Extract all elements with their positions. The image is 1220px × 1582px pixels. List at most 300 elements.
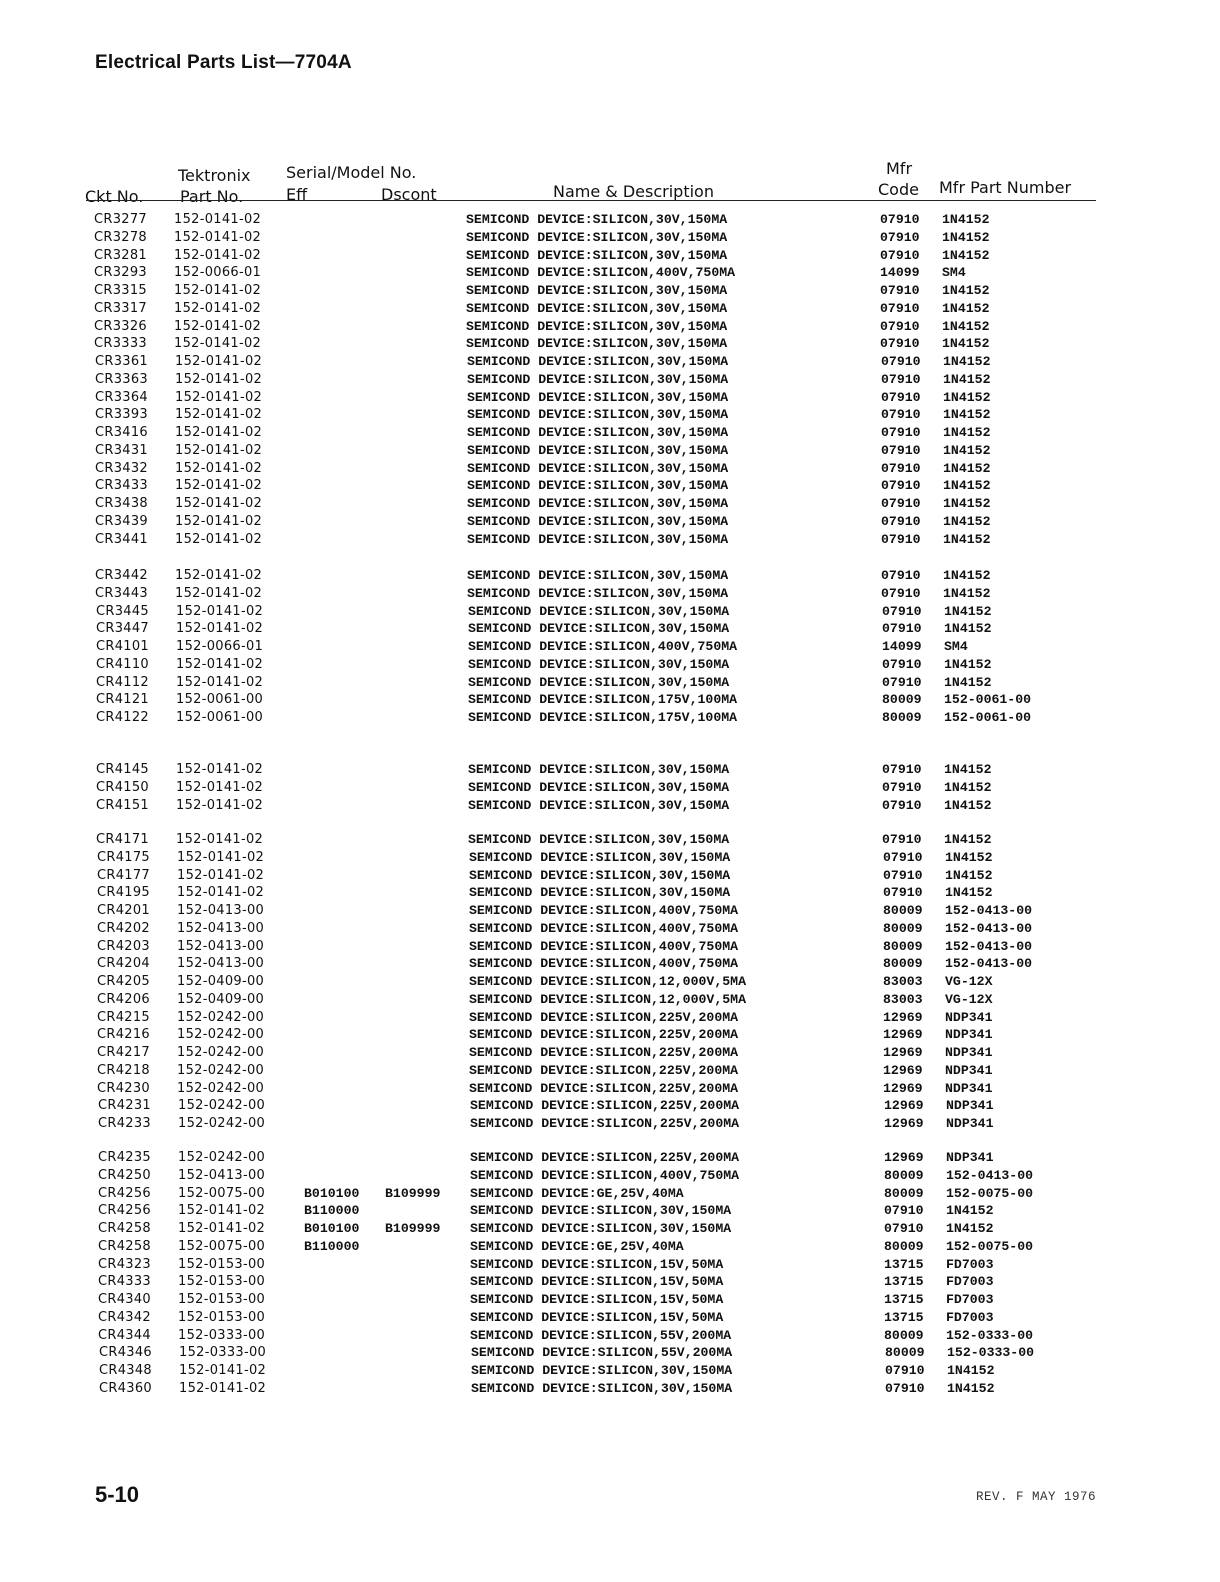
description: SEMICOND DEVICE:SILICON,30V,150MA [469,885,731,901]
ckt-no: CR4203 [97,938,150,954]
part-no: 152-0141-02 [176,656,264,672]
table-row [3,992,1220,1010]
table-row [0,265,1220,283]
table-row [2,780,1220,798]
table-row [4,1221,1220,1239]
mfr-code: 07910 [882,674,922,690]
mfr-part-number: 1N4152 [945,885,993,901]
mfr-code: 07910 [881,568,921,583]
ckt-no: CR3441 [95,531,148,547]
ckt-no: CR3364 [95,389,148,405]
mfr-part-number: 1N4152 [945,849,993,865]
description: SEMICOND DEVICE:SILICON,30V,150MA [467,496,729,511]
table-row [4,1257,1220,1275]
ckt-no: CR3277 [94,212,147,227]
description: SEMICOND DEVICE:SILICON,30V,150MA [468,779,730,795]
mfr-code: 80009 [885,1345,925,1361]
eff-serial: B010100 [304,1221,360,1236]
mfr-code: 07910 [882,779,922,795]
part-no: 152-0242-00 [177,1080,265,1096]
mfr-part-number: 1N4152 [943,478,991,494]
mfr-code: 07910 [880,229,920,245]
ckt-no: CR3315 [94,283,147,298]
mfr-code: 07910 [880,300,920,316]
part-no: 152-0066-01 [174,265,262,281]
mfr-code: 07910 [882,762,922,777]
mfr-code: 13715 [884,1274,924,1290]
mfr-part-number: 152-0413-00 [945,903,1033,918]
ckt-no: CR4121 [96,692,149,708]
part-no: 152-0141-02 [176,779,264,795]
ckt-no: CR3317 [94,300,147,316]
description: SEMICOND DEVICE:SILICON,30V,150MA [467,371,729,387]
description: SEMICOND DEVICE:SILICON,30V,150MA [470,1203,732,1219]
part-no: 152-0141-02 [174,229,262,245]
ckt-no: CR4217 [97,1045,150,1060]
table-row [1,425,1220,443]
mfr-code: 07910 [885,1363,925,1378]
mfr-part-number: 1N4152 [944,656,992,672]
table-row [4,1098,1220,1116]
ckt-no: CR4231 [98,1098,151,1114]
table-row [4,1203,1220,1221]
ckt-no: CR3333 [94,336,147,352]
page-title: Electrical Parts List—7704A [95,52,352,73]
ckt-no: CR3363 [95,371,148,387]
description: SEMICOND DEVICE:SILICON,30V,150MA [468,603,730,619]
description: SEMICOND DEVICE:SILICON,225V,200MA [469,1080,739,1096]
mfr-part-number: FD7003 [946,1292,994,1307]
mfr-code: 07910 [881,389,921,405]
ckt-no: CR4233 [98,1116,151,1131]
description: SEMICOND DEVICE:SILICON,30V,150MA [467,354,729,369]
mfr-code: 07910 [881,407,921,423]
part-no: 152-0409-00 [177,991,265,1007]
ckt-no: CR3431 [95,442,148,458]
mfr-code: 83003 [883,974,923,989]
mfr-code: 80009 [883,903,923,918]
ckt-no: CR4235 [98,1150,151,1165]
ckt-no: CR4151 [96,797,149,813]
table-row [1,586,1220,604]
ckt-no: CR4323 [98,1256,151,1272]
table-row [2,710,1220,728]
mfr-code: 07910 [881,371,921,387]
mfr-part-number: 1N4152 [943,513,991,529]
table-row [2,832,1220,850]
mfr-part-number: 1N4152 [944,779,992,795]
mfr-code: 83003 [883,991,923,1007]
mfr-code: 80009 [883,938,923,954]
description: SEMICOND DEVICE:SILICON,30V,150MA [467,478,729,494]
mfr-code: 07910 [880,318,920,334]
mfr-code: 12969 [883,1062,923,1078]
dscont-serial: B109999 [385,1221,441,1236]
mfr-code: 13715 [884,1256,924,1272]
table-row [2,657,1220,675]
revision-note: REV. F MAY 1976 [976,1490,1097,1504]
mfr-part-number: FD7003 [946,1256,994,1272]
ckt-no: CR4110 [96,656,149,672]
description: SEMICOND DEVICE:SILICON,30V,150MA [468,656,730,672]
description: SEMICOND DEVICE:SILICON,30V,150MA [468,832,730,847]
mfr-code: 07910 [881,531,921,547]
ckt-no: CR3278 [94,229,147,245]
part-no: 152-0141-02 [174,247,262,263]
description: SEMICOND DEVICE:SILICON,225V,200MA [470,1098,740,1114]
ckt-no: CR3442 [95,568,148,583]
ckt-no: CR3445 [96,603,149,619]
description: SEMICOND DEVICE:SILICON,30V,150MA [466,318,728,334]
mfr-code: 80009 [883,920,923,936]
description: SEMICOND DEVICE:SILICON,30V,150MA [468,674,730,690]
part-no: 152-0141-02 [177,867,265,883]
table-row [0,248,1220,266]
header-eff: Eff [286,185,308,204]
mfr-code: 07910 [882,797,922,813]
part-no: 152-0413-00 [177,920,265,936]
ckt-no: CR3393 [95,407,148,423]
mfr-code: 07910 [883,867,923,883]
header-ckt-no: Ckt No. [85,187,144,206]
part-no: 152-0141-02 [176,674,264,690]
ckt-no: CR4206 [97,991,150,1007]
mfr-code: 80009 [884,1238,924,1254]
part-no: 152-0333-00 [179,1345,267,1361]
table-row [3,850,1220,868]
part-no: 152-0141-02 [176,762,264,777]
mfr-code: 07910 [881,496,921,511]
part-no: 152-0141-02 [176,797,264,813]
mfr-code: 12969 [884,1098,924,1114]
part-no: 152-0413-00 [177,938,265,954]
ckt-no: CR4344 [98,1327,151,1343]
table-row [1,372,1220,390]
part-no: 152-0061-00 [176,710,264,725]
table-row [5,1381,1220,1399]
mfr-code: 07910 [880,247,920,263]
ckt-no: CR4101 [96,639,149,654]
table-row [4,1150,1220,1168]
mfr-code: 07910 [881,442,921,458]
description: SEMICOND DEVICE:SILICON,30V,150MA [469,849,731,865]
header-name-description: Name & Description [553,182,714,201]
table-row [2,604,1220,622]
part-no: 152-0061-00 [176,692,264,708]
mfr-code: 80009 [884,1185,924,1201]
table-row [1,532,1220,550]
ckt-no: CR4195 [97,885,150,901]
part-no: 152-0141-02 [175,389,263,405]
ckt-no: CR4145 [96,762,149,777]
part-no: 152-0141-02 [175,460,263,476]
part-no: 152-0141-02 [175,478,263,494]
mfr-code: 12969 [883,1009,923,1025]
description: SEMICOND DEVICE:SILICON,30V,150MA [470,1221,732,1236]
description: SEMICOND DEVICE:SILICON,30V,150MA [467,407,729,423]
part-no: 152-0141-02 [175,371,263,387]
eff-serial: B110000 [304,1238,360,1254]
part-no: 152-0153-00 [178,1274,266,1290]
description: SEMICOND DEVICE:SILICON,30V,150MA [466,229,728,245]
mfr-part-number: 152-0413-00 [945,956,1033,972]
mfr-part-number: 1N4152 [943,568,991,583]
part-no: 152-0242-00 [177,1045,265,1060]
mfr-code: 12969 [883,1027,923,1043]
table-row [3,868,1220,886]
table-row [4,1310,1220,1328]
part-no: 152-0066-01 [176,639,264,654]
mfr-code: 80009 [883,956,923,972]
part-no: 152-0141-02 [178,1203,266,1219]
table-row [0,336,1220,354]
ckt-no: CR3447 [96,621,149,637]
mfr-code: 14099 [882,639,922,654]
table-row [2,798,1220,816]
description: SEMICOND DEVICE:SILICON,30V,150MA [466,283,728,298]
mfr-part-number: SM4 [942,265,966,281]
ckt-no: CR4205 [97,974,150,989]
description: SEMICOND DEVICE:SILICON,55V,200MA [471,1345,733,1361]
part-no: 152-0242-00 [177,1009,265,1025]
part-no: 152-0141-02 [175,407,263,423]
table-row [4,1292,1220,1310]
description: SEMICOND DEVICE:SILICON,175V,100MA [468,710,738,725]
description: SEMICOND DEVICE:SILICON,225V,200MA [469,1027,739,1043]
mfr-part-number: VG-12X [945,991,993,1007]
description: SEMICOND DEVICE:SILICON,30V,150MA [466,336,728,352]
ckt-no: CR4360 [99,1380,152,1396]
part-no: 152-0242-00 [177,1062,265,1078]
description: SEMICOND DEVICE:SILICON,12,000V,5MA [469,974,746,989]
table-row [0,319,1220,337]
table-row [3,1027,1220,1045]
table-row [4,1239,1220,1257]
mfr-part-number: 152-0413-00 [946,1167,1034,1183]
ckt-no: CR3432 [95,460,148,476]
description: SEMICOND DEVICE:SILICON,15V,50MA [470,1274,724,1290]
mfr-code: 12969 [884,1150,924,1165]
header-part-no: Part No. [180,187,244,206]
description: SEMICOND DEVICE:GE,25V,40MA [470,1238,684,1254]
ckt-no: CR4175 [97,849,150,865]
mfr-part-number: 1N4152 [942,229,990,245]
description: SEMICOND DEVICE:SILICON,30V,150MA [468,797,730,813]
mfr-part-number: NDP341 [945,1009,993,1025]
description: SEMICOND DEVICE:SILICON,15V,50MA [470,1256,724,1272]
header-serial-model: Serial/Model No. [286,163,417,182]
table-row [3,885,1220,903]
part-no: 152-0141-02 [178,1221,266,1236]
description: SEMICOND DEVICE:SILICON,30V,150MA [467,460,729,476]
mfr-code: 07910 [882,832,922,847]
table-row [1,478,1220,496]
mfr-code: 07910 [881,354,921,369]
mfr-part-number: 1N4152 [942,283,990,298]
part-no: 152-0141-02 [174,283,262,298]
ckt-no: CR3433 [95,478,148,494]
mfr-part-number: 1N4152 [943,371,991,387]
part-no: 152-0141-02 [175,442,263,458]
mfr-part-number: 1N4152 [943,407,991,423]
ckt-no: CR3416 [95,425,148,440]
table-row [3,974,1220,992]
table-row [3,1063,1220,1081]
ckt-no: CR3438 [95,496,148,511]
table-row [2,621,1220,639]
part-no: 152-0141-02 [179,1363,267,1378]
ckt-no: CR4340 [98,1292,151,1307]
table-row [2,762,1220,780]
header-divider [86,200,1096,201]
ckt-no: CR4177 [97,867,150,883]
table-row [3,1081,1220,1099]
ckt-no: CR4258 [98,1221,151,1236]
mfr-code: 80009 [882,692,922,708]
ckt-no: CR4150 [96,779,149,795]
description: SEMICOND DEVICE:SILICON,30V,150MA [467,425,729,440]
mfr-part-number: 152-0413-00 [945,920,1033,936]
ckt-no: CR4218 [97,1062,150,1078]
part-no: 152-0141-02 [174,212,262,227]
description: SEMICOND DEVICE:SILICON,30V,150MA [466,247,728,263]
mfr-part-number: 1N4152 [943,496,991,511]
part-no: 152-0141-02 [177,849,265,865]
mfr-code: 07910 [885,1380,925,1396]
ckt-no: CR4348 [99,1363,152,1378]
table-row [5,1363,1220,1381]
header-code: Code [878,180,919,199]
part-no: 152-0141-02 [175,496,263,511]
table-row [4,1116,1220,1134]
mfr-part-number: SM4 [944,639,968,654]
description: SEMICOND DEVICE:SILICON,30V,150MA [467,531,729,547]
mfr-part-number: 152-0075-00 [946,1238,1034,1254]
mfr-part-number: 1N4152 [942,300,990,316]
table-row [4,1168,1220,1186]
mfr-part-number: 1N4152 [945,867,993,883]
description: SEMICOND DEVICE:SILICON,225V,200MA [469,1045,739,1060]
part-no: 152-0141-02 [175,513,263,529]
header-dscont: Dscont [381,185,437,204]
header-tektronix: Tektronix [178,166,251,185]
mfr-part-number: 1N4152 [943,531,991,547]
mfr-part-number: FD7003 [946,1274,994,1290]
ckt-no: CR4258 [98,1238,151,1254]
mfr-code: 12969 [884,1116,924,1131]
mfr-part-number: 1N4152 [944,621,992,637]
part-no: 152-0153-00 [178,1256,266,1272]
mfr-code: 07910 [883,849,923,865]
mfr-part-number: 1N4152 [947,1363,995,1378]
description: SEMICOND DEVICE:SILICON,175V,100MA [468,692,738,708]
table-row [2,675,1220,693]
table-row [1,390,1220,408]
table-row [2,692,1220,710]
table-row [3,921,1220,939]
description: SEMICOND DEVICE:SILICON,400V,750MA [469,956,739,972]
mfr-part-number: 1N4152 [946,1221,994,1236]
mfr-part-number: NDP341 [945,1027,993,1043]
part-no: 152-0141-02 [176,832,264,847]
mfr-code: 07910 [880,283,920,298]
mfr-part-number: 1N4152 [943,389,991,405]
mfr-code: 07910 [881,425,921,440]
table-row [1,407,1220,425]
ckt-no: CR4171 [96,832,149,847]
mfr-part-number: 1N4152 [942,212,990,227]
mfr-part-number: NDP341 [946,1098,994,1114]
ckt-no: CR3443 [95,585,148,601]
part-no: 152-0153-00 [178,1309,266,1325]
description: SEMICOND DEVICE:GE,25V,40MA [470,1185,684,1201]
mfr-code: 12969 [883,1080,923,1096]
mfr-part-number: 1N4152 [944,832,992,847]
table-row [5,1345,1220,1363]
table-row [3,1010,1220,1028]
part-no: 152-0141-02 [175,354,263,369]
mfr-code: 07910 [884,1221,924,1236]
mfr-part-number: 1N4152 [943,585,991,601]
part-no: 152-0409-00 [177,974,265,989]
ckt-no: CR4342 [98,1309,151,1325]
table-row [1,354,1220,372]
mfr-code: 80009 [882,710,922,725]
table-row [3,956,1220,974]
part-no: 152-0075-00 [178,1185,266,1201]
mfr-code: 80009 [884,1167,924,1183]
mfr-part-number: 1N4152 [944,674,992,690]
ckt-no: CR4256 [98,1185,151,1201]
mfr-code: 07910 [883,885,923,901]
mfr-code: 07910 [882,656,922,672]
ckt-no: CR4202 [97,920,150,936]
ckt-no: CR3281 [94,247,147,263]
mfr-part-number: 152-0333-00 [946,1327,1034,1343]
mfr-part-number: 1N4152 [944,797,992,813]
mfr-code: 07910 [881,513,921,529]
mfr-code: 07910 [881,585,921,601]
part-no: 152-0413-00 [177,903,265,918]
part-no: 152-0141-02 [175,585,263,601]
description: SEMICOND DEVICE:SILICON,225V,200MA [470,1116,740,1131]
mfr-code: 07910 [881,460,921,476]
mfr-code: 07910 [882,603,922,619]
mfr-part-number: 152-0061-00 [944,692,1032,708]
mfr-part-number: 1N4152 [942,336,990,352]
part-no: 152-0242-00 [177,1027,265,1043]
mfr-code: 07910 [884,1203,924,1219]
part-no: 152-0141-02 [174,336,262,352]
ckt-no: CR4112 [96,674,149,690]
part-no: 152-0242-00 [178,1098,266,1114]
table-row [1,461,1220,479]
mfr-part-number: 1N4152 [943,460,991,476]
description: SEMICOND DEVICE:SILICON,30V,150MA [471,1363,733,1378]
table-row [0,301,1220,319]
header-mfr: Mfr [886,159,913,178]
description: SEMICOND DEVICE:SILICON,15V,50MA [470,1292,724,1307]
ckt-no: CR4204 [97,956,150,972]
ckt-no: CR4201 [97,903,150,918]
ckt-no: CR3293 [94,265,147,281]
mfr-part-number: 152-0333-00 [947,1345,1035,1361]
description: SEMICOND DEVICE:SILICON,30V,150MA [467,568,729,583]
description: SEMICOND DEVICE:SILICON,400V,750MA [469,903,739,918]
description: SEMICOND DEVICE:SILICON,30V,150MA [467,442,729,458]
table-row [1,496,1220,514]
mfr-code: 14099 [880,265,920,281]
